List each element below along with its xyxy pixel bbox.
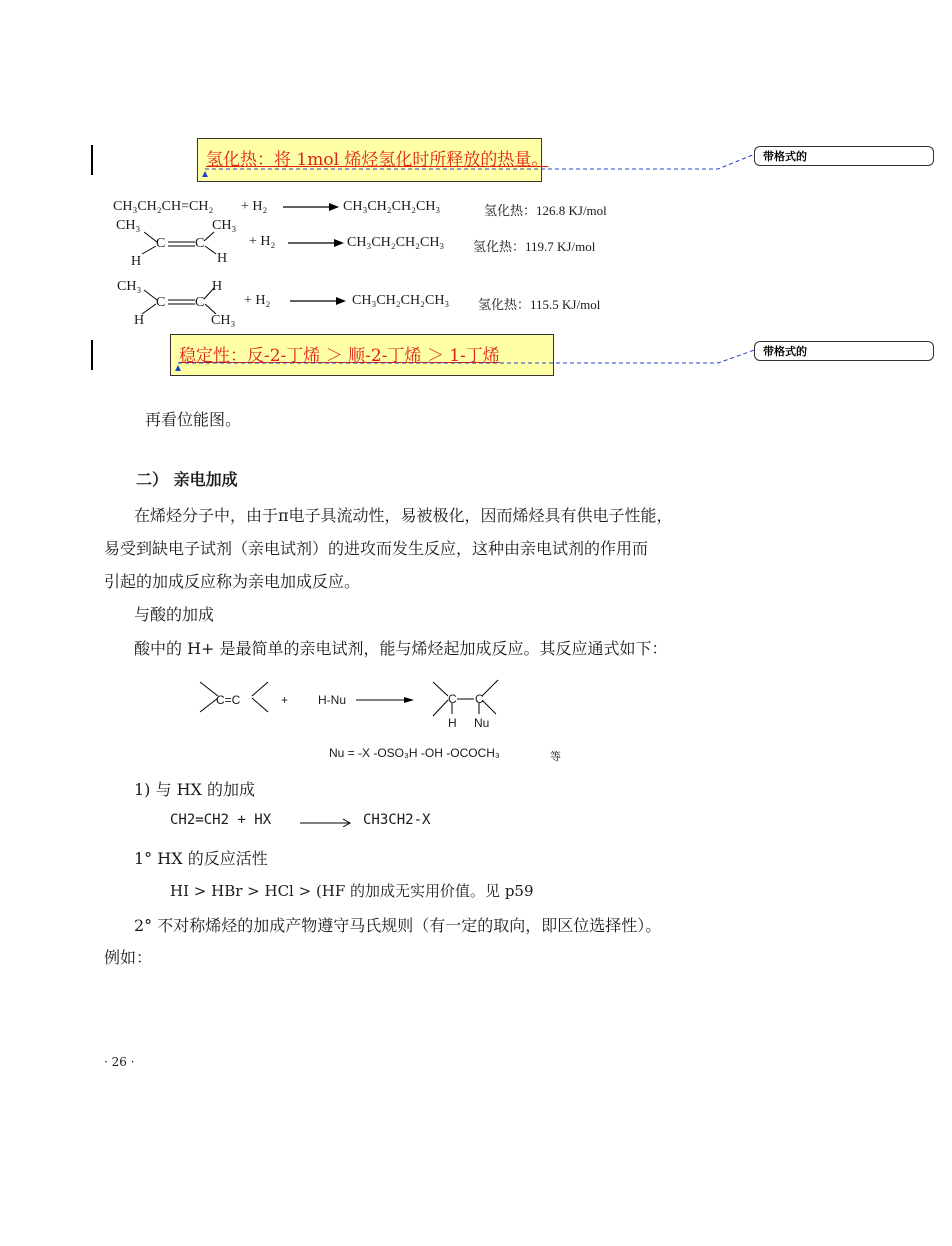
ch3-group: CH₃ <box>116 218 141 233</box>
format-balloon[interactable]: 带格式的 <box>754 146 934 166</box>
etc-label: 等 <box>550 750 561 763</box>
h-atom: H <box>134 313 145 328</box>
paragraph-line: 酸中的 H+ 是最简单的亲电试剂，能与烯烃起加成反应。其反应通式如下： <box>134 639 668 658</box>
h-atom: H <box>448 716 457 730</box>
c-atom: C <box>156 295 166 310</box>
product-butane: CH₃CH₂CH₂CH₃ <box>352 293 450 308</box>
reaction-arrow-icon <box>283 202 339 212</box>
heat-value: 氢化热：119.7 KJ/mol <box>473 239 596 254</box>
point-1-activity: 1° HX 的反应活性 <box>134 849 268 868</box>
reaction-arrow-icon <box>288 238 344 248</box>
c-atom: C <box>448 692 457 706</box>
equation-lhs: CH2=CH2 + HX <box>170 812 272 828</box>
comment-text: 氢化热：将 1mol 烯烃氢化时所释放的热量。 <box>206 150 549 170</box>
activity-order: HI > HBr > HCl > (HF 的加成无实用价值。见 p59 <box>170 882 534 900</box>
c-atom: C <box>195 236 205 251</box>
equation-rhs: CH3CH2-X <box>363 812 431 828</box>
reagent-hnu: H-Nu <box>318 693 347 707</box>
paragraph-line: 在烯烃分子中，由于π电子具流动性，易被极化，因而烯烃具有供电子性能， <box>134 506 673 525</box>
alkene-cc: C=C <box>216 693 241 707</box>
paragraph-line: 易受到缺电子试剂（亲电试剂）的进攻而发生反应，这种由亲电试剂的作用而 <box>104 539 649 558</box>
ch3-group: CH₃ <box>117 279 142 294</box>
h-atom: H <box>131 254 142 269</box>
reactant-1-butene: CH₃CH₂CH=CH₂ <box>113 199 214 214</box>
plus-h2: + H₂ <box>241 199 268 214</box>
plus-sign: + <box>281 693 289 707</box>
nu-group: Nu <box>474 716 490 730</box>
example-label: 例如： <box>104 948 153 967</box>
h-atom: H <box>212 279 223 294</box>
list-item-1: 1) 与 HX 的加成 <box>134 780 256 799</box>
c-atom: C <box>156 236 166 251</box>
reaction-arrow-icon <box>300 815 352 827</box>
nucleophile-list: Nu = -X -OSO₃H -OH -OCOCH₃ <box>329 746 500 760</box>
page-number: · 26 · <box>104 1055 135 1069</box>
plus-h2: + H₂ <box>249 234 276 249</box>
heat-value: 氢化热：115.5 KJ/mol <box>478 297 601 312</box>
paragraph-energy-diagram: 再看位能图。 <box>145 410 242 429</box>
format-balloon[interactable]: 带格式的 <box>754 341 934 361</box>
ch3-group: CH₃ <box>211 313 236 328</box>
plus-h2: + H₂ <box>244 293 271 308</box>
c-atom: C <box>195 295 205 310</box>
subheading-acid-addition: 与酸的加成 <box>134 605 215 624</box>
h-atom: H <box>217 251 228 266</box>
product-butane: CH₃CH₂CH₂CH₃ <box>347 235 445 250</box>
heat-value: 氢化热：126.8 KJ/mol <box>484 203 607 218</box>
point-2-markovnikov: 2° 不对称烯烃的加成产物遵守马氏规则（有一定的取向，即区位选择性）。 <box>134 916 662 935</box>
reaction-arrow-icon <box>290 296 346 306</box>
ch3-group: CH₃ <box>212 218 237 233</box>
c-atom: C <box>475 692 484 706</box>
comment-text: 稳定性：反-2-丁烯 ＞ 顺-2-丁烯 ＞ 1-丁烯 <box>179 346 500 366</box>
section-heading: 二） 亲电加成 <box>136 470 238 489</box>
paragraph-line: 引起的加成反应称为亲电加成反应。 <box>104 572 361 591</box>
product-butane: CH₃CH₂CH₂CH₃ <box>343 199 441 214</box>
